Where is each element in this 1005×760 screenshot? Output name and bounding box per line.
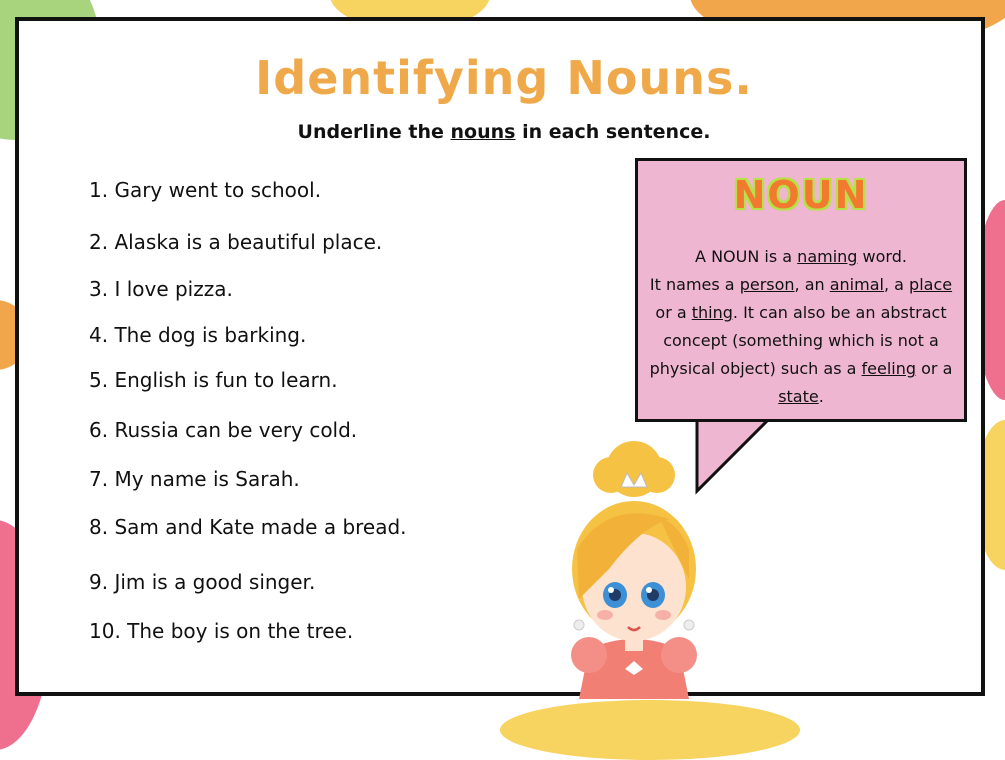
definition-keyword: state [778,387,819,406]
worksheet-title: Identifying Nouns. [255,51,753,105]
worksheet [15,17,985,696]
definition-text: A NOUN is a [695,247,798,266]
instruction [19,121,989,143]
sentence-item: 5. English is fun to learn. [89,368,338,392]
sentence-item: 1. Gary went to school. [89,178,322,202]
bg-blob-yellow-bottom [500,700,800,760]
sentence-item: 8. Sam and Kate made a bread. [89,515,407,539]
princess-girl-illustration [549,429,719,699]
definition-text: word. [857,247,907,266]
sentence-item: 3. I love pizza. [89,277,233,301]
definition-text: . It can also be an abstract concept (something which is not a physical object) such as a [649,303,947,378]
definition-text: It names a [649,275,740,294]
definition-keyword: person [739,275,795,294]
definition-text: or a [916,359,953,378]
definition-text: , a [883,275,910,294]
sentence-item: 10. The boy is on the tree. [89,619,354,643]
sentence-item: 9. Jim is a good singer. [89,570,316,594]
definition-text: or a [655,303,692,322]
definition-text: , an [794,275,830,294]
definition-keyword: place [909,275,953,294]
sentence-item: 2. Alaska is a beautiful place. [89,230,383,254]
instruction-underlined: nouns [450,121,516,143]
definition-bubble [635,158,967,422]
definition-keyword: naming [797,247,858,266]
noun-definition [648,243,954,411]
instruction-before: Underline the [297,121,451,143]
definition-keyword: animal [829,275,884,294]
definition-keyword: thing [691,303,733,322]
sentence-item: 4. The dog is barking. [89,323,307,347]
sentence-item: 7. My name is Sarah. [89,467,300,491]
instruction-after: in each sentence. [515,121,711,143]
noun-heading: NOUN [733,173,869,217]
definition-keyword: feeling [861,359,917,378]
definition-text: . [818,387,824,406]
sentence-item: 6. Russia can be very cold. [89,418,358,442]
